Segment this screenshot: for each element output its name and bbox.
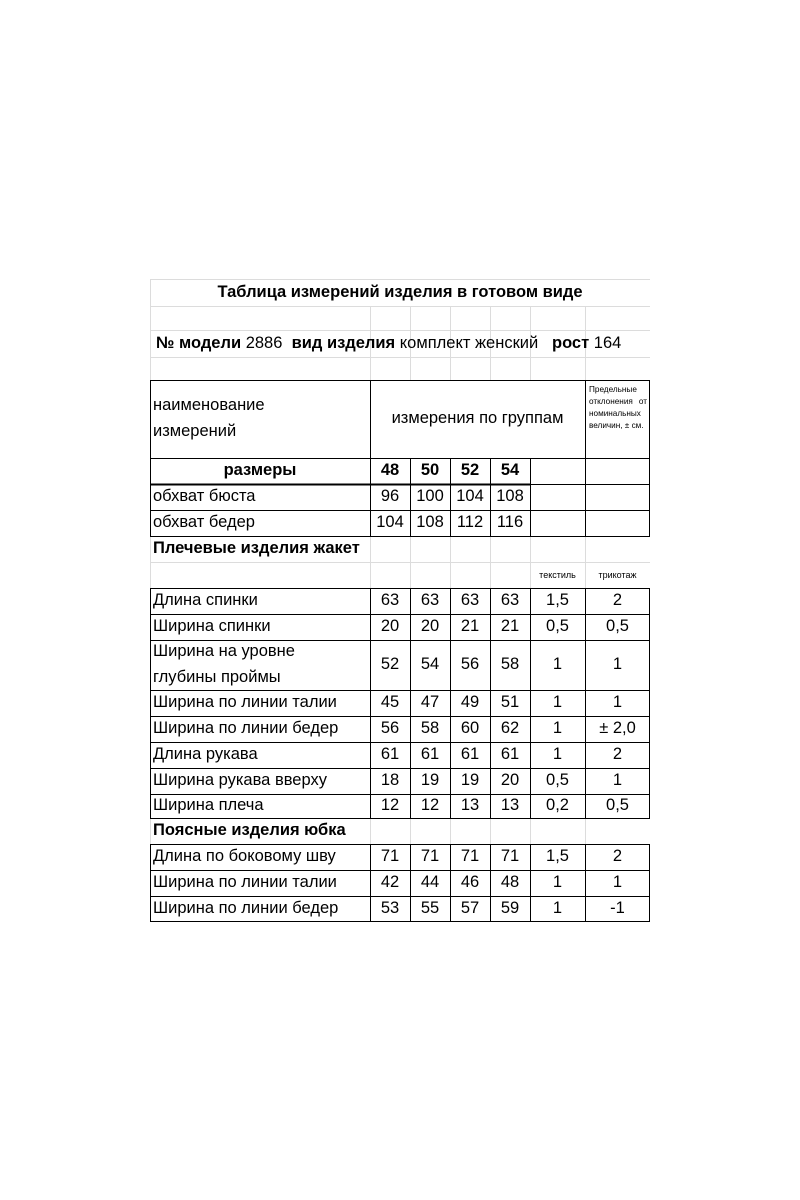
jacket-row-value: 20 — [380, 617, 400, 636]
skirt-row-value: 46 — [460, 873, 480, 892]
measure-name-header: наименование измерений — [153, 396, 265, 440]
jacket-row-value: 54 — [420, 655, 440, 674]
jacket-row-value: 19 — [420, 771, 440, 790]
jacket-row-value: 61 — [380, 745, 400, 764]
jacket-row-textile-tol: 1 — [552, 655, 563, 674]
jacket-row-textile-tol: 0,2 — [546, 796, 569, 815]
jacket-row-value: 63 — [500, 591, 520, 610]
jacket-section-title: Плечевые изделия жакет — [153, 539, 360, 558]
jacket-row-value: 45 — [380, 693, 400, 712]
jacket-row-name: Длина спинки — [153, 591, 258, 610]
skirt-row-value: 48 — [500, 873, 520, 892]
skirt-row-value: 44 — [420, 873, 440, 892]
skirt-row-value: 71 — [460, 847, 480, 866]
skirt-row-value: 71 — [500, 847, 520, 866]
skirt-row-value: 42 — [380, 873, 400, 892]
body-measurement-name: обхват бюста — [153, 487, 256, 506]
skirt-row-value: 71 — [380, 847, 400, 866]
size-value: 48 — [380, 461, 400, 480]
jacket-row-value: 62 — [500, 719, 520, 738]
skirt-row-knit-tol: 2 — [612, 847, 623, 866]
jacket-row-name: Ширина плеча — [153, 796, 264, 815]
jacket-row-value: 61 — [420, 745, 440, 764]
size-value: 50 — [420, 461, 440, 480]
model-label: № модели — [156, 333, 242, 352]
size-value: 54 — [500, 461, 520, 480]
jacket-row-name: Ширина по линии талии — [153, 693, 337, 712]
jacket-row-knit-tol: 1 — [612, 693, 623, 712]
jacket-row-value: 56 — [460, 655, 480, 674]
jacket-row-textile-tol: 0,5 — [546, 771, 569, 790]
jacket-row-knit-tol: 2 — [612, 745, 623, 764]
jacket-row-value: 61 — [500, 745, 520, 764]
jacket-row-textile-tol: 1 — [552, 745, 563, 764]
jacket-row-name: Длина рукава — [153, 745, 258, 764]
jacket-row-knit-tol: ± 2,0 — [599, 719, 636, 738]
jacket-row-value: 49 — [460, 693, 480, 712]
jacket-row-name: Ширина рукава вверху — [153, 771, 327, 790]
jacket-row-value: 13 — [500, 796, 520, 815]
sizes-label: размеры — [223, 461, 297, 480]
groups-header: измерения по группам — [391, 409, 564, 428]
jacket-row-textile-tol: 0,5 — [546, 617, 569, 636]
jacket-row-value: 63 — [380, 591, 400, 610]
skirt-row-value: 57 — [460, 899, 480, 918]
jacket-row-value: 12 — [380, 796, 400, 815]
jacket-row-value: 63 — [460, 591, 480, 610]
jacket-row-value: 60 — [460, 719, 480, 738]
jacket-row-value: 56 — [380, 719, 400, 738]
jacket-row-value: 18 — [380, 771, 400, 790]
jacket-row-textile-tol: 1,5 — [546, 591, 569, 610]
body-measurement-value: 96 — [380, 487, 400, 506]
jacket-row-name: Ширина на уровне глубины проймы — [153, 642, 295, 686]
model-info-line — [150, 330, 650, 357]
skirt-row-name: Ширина по линии талии — [153, 873, 337, 892]
jacket-row-textile-tol: 1 — [552, 719, 563, 738]
skirt-row-name: Длина по боковому шву — [153, 847, 336, 866]
jacket-row-value: 58 — [420, 719, 440, 738]
jacket-row-name: Ширина спинки — [153, 617, 271, 636]
tolerance-note: Предельные отклонения от номинальных величин, ± см. — [589, 385, 647, 430]
jacket-row-knit-tol: 0,5 — [606, 796, 629, 815]
height-label: рост — [551, 333, 590, 352]
jacket-row-value: 21 — [460, 617, 480, 636]
kind-value: комплект женский — [399, 333, 539, 352]
tol-header-textile: текстиль — [539, 569, 576, 580]
body-measurement-value: 104 — [376, 513, 404, 532]
model-value: 2886 — [245, 333, 283, 352]
body-measurement-value: 108 — [416, 513, 444, 532]
jacket-row-value: 20 — [420, 617, 440, 636]
jacket-row-name: Ширина по линии бедер — [153, 719, 339, 738]
jacket-row-value: 13 — [460, 796, 480, 815]
jacket-row-value: 58 — [500, 655, 520, 674]
jacket-row-textile-tol: 1 — [552, 693, 563, 712]
body-measurement-value: 116 — [496, 513, 524, 532]
jacket-row-value: 19 — [460, 771, 480, 790]
height-value: 164 — [593, 333, 622, 352]
tol-header-knit: трикотаж — [598, 569, 637, 580]
skirt-row-value: 53 — [380, 899, 400, 918]
jacket-row-value: 21 — [500, 617, 520, 636]
jacket-row-value: 63 — [420, 591, 440, 610]
jacket-row-value: 12 — [420, 796, 440, 815]
body-measurement-value: 104 — [456, 487, 484, 506]
skirt-row-name: Ширина по линии бедер — [153, 899, 339, 918]
skirt-row-knit-tol: -1 — [610, 899, 625, 918]
skirt-row-value: 55 — [420, 899, 440, 918]
body-measurement-value: 100 — [416, 487, 444, 506]
body-measurement-value: 108 — [496, 487, 524, 506]
jacket-row-knit-tol: 0,5 — [606, 617, 629, 636]
jacket-row-value: 61 — [460, 745, 480, 764]
skirt-row-knit-tol: 1 — [612, 873, 623, 892]
skirt-row-value: 71 — [420, 847, 440, 866]
size-value: 52 — [460, 461, 480, 480]
jacket-row-value: 51 — [500, 693, 520, 712]
skirt-row-textile-tol: 1 — [552, 899, 563, 918]
body-measurement-value: 112 — [456, 513, 484, 532]
jacket-row-value: 47 — [420, 693, 440, 712]
skirt-row-textile-tol: 1 — [552, 873, 563, 892]
kind-label: вид изделия — [291, 333, 396, 352]
table-title: Таблица измерений изделия в готовом виде — [217, 282, 583, 301]
measurement-table — [150, 279, 650, 922]
skirt-row-textile-tol: 1,5 — [546, 847, 569, 866]
jacket-row-value: 20 — [500, 771, 520, 790]
skirt-row-value: 59 — [500, 899, 520, 918]
jacket-row-knit-tol: 1 — [612, 655, 623, 674]
jacket-row-knit-tol: 2 — [612, 591, 623, 610]
jacket-row-value: 52 — [380, 655, 400, 674]
jacket-row-knit-tol: 1 — [612, 771, 623, 790]
skirt-section-title: Поясные изделия юбка — [153, 821, 346, 840]
body-measurement-name: обхват бедер — [153, 513, 255, 532]
